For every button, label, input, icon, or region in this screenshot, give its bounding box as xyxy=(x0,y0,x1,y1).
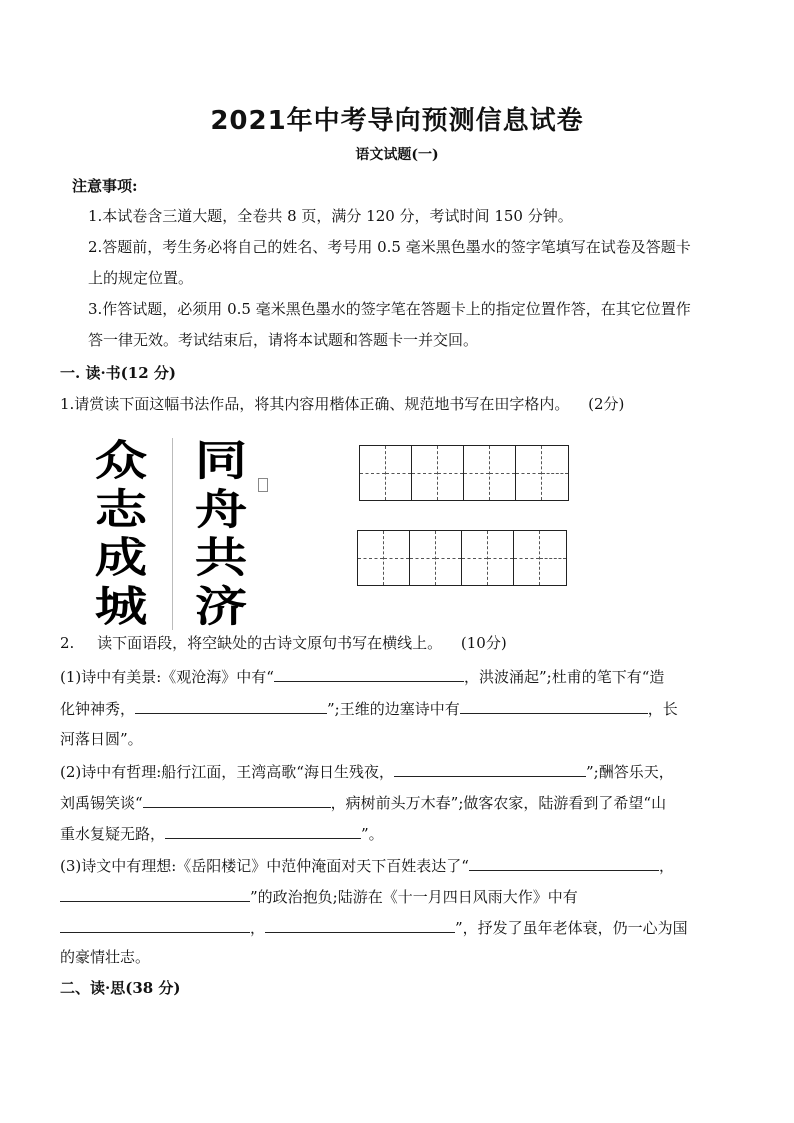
callig-char: 成 xyxy=(94,533,148,583)
question-2-text: 读下面语段，将空缺处的古诗文原句书写在横线上。 xyxy=(97,634,443,652)
page-title: 2021年中考导向预测信息试卷 xyxy=(210,106,584,136)
section1-heading: 一. 读·书(12 分) xyxy=(60,364,176,382)
q2-part1-line1 xyxy=(60,665,664,687)
q2-text: 刘禹锡笑谈“ xyxy=(60,794,143,812)
q2-part3-line2 xyxy=(60,885,578,907)
answer-blank[interactable] xyxy=(460,697,648,714)
q2-text: 重水复疑无路， xyxy=(60,825,166,843)
callig-char: 志 xyxy=(94,484,148,534)
calligraphy-divider xyxy=(172,438,173,630)
question-1 xyxy=(60,394,624,414)
callig-char: 同 xyxy=(194,436,248,485)
answer-blank[interactable] xyxy=(274,665,464,682)
q2-part3-line4: 的豪情壮志。 xyxy=(60,948,151,966)
q2-part1-line3: 河落日圆”。 xyxy=(60,730,143,748)
q2-text: ”。 xyxy=(361,825,384,843)
answer-blank[interactable] xyxy=(265,916,455,933)
question-1-text: 1.请赏读下面这幅书法作品，将其内容用楷体正确、规范地书写在田字格内。 xyxy=(60,395,570,413)
notice-item-1: 1.本试卷含三道大题，全卷共 8 页，满分 120 分，考试时间 150 分钟。 xyxy=(88,207,573,225)
answer-blank[interactable] xyxy=(165,822,361,839)
notice-heading: 注意事项: xyxy=(72,177,138,195)
q2-part2-line3 xyxy=(60,822,384,844)
q2-text: ”的政治抱负;陆游在《十一月四日风雨大作》中有 xyxy=(250,888,578,906)
q2-text: ”;王维的边塞诗中有 xyxy=(327,700,460,718)
q2-text: 化钟神秀， xyxy=(60,700,136,718)
q2-text: ”;酬答乐天， xyxy=(585,763,674,781)
q2-text: ，洪波涌起”;杜甫的笔下有“造 xyxy=(463,668,665,686)
answer-blank[interactable] xyxy=(394,760,586,777)
writing-grid-2[interactable] xyxy=(357,530,567,586)
answer-blank[interactable] xyxy=(469,854,659,871)
callig-char: 舟 xyxy=(194,484,248,534)
q2-part3-line1 xyxy=(60,854,674,876)
q2-part2-line1 xyxy=(60,760,674,782)
notice-item-3a: 3.作答试题，必须用 0.5 毫米黑色墨水的签字笔在答题卡上的指定位置作答，在其它位置作 xyxy=(88,300,691,318)
q2-part1-line2 xyxy=(60,697,678,719)
question-1-score: (2分) xyxy=(588,395,625,413)
q2-text: ， xyxy=(250,919,266,937)
question-2-number: 2. xyxy=(60,634,75,652)
callig-char: 城 xyxy=(94,581,148,631)
q2-text: ，病树前头万木春”;做客农家，陆游看到了希望“山 xyxy=(330,794,667,812)
answer-blank[interactable] xyxy=(60,885,250,902)
q2-text: (1)诗中有美景:《观沧海》中有“ xyxy=(60,668,274,686)
calligraphy-left-column xyxy=(76,438,166,630)
q2-text: ”，抒发了虽年老体衰，仍一心为国 xyxy=(455,919,688,937)
q2-text: ， xyxy=(658,857,674,875)
answer-blank[interactable] xyxy=(60,916,250,933)
question-2 xyxy=(60,633,507,653)
notice-item-2b: 上的规定位置。 xyxy=(88,269,194,287)
answer-blank[interactable] xyxy=(143,791,331,808)
calligraphy-artwork xyxy=(76,438,276,630)
q2-part2-line2 xyxy=(60,791,666,813)
callig-char: 共 xyxy=(194,533,248,583)
q2-text: ，长 xyxy=(647,700,678,718)
callig-char: 济 xyxy=(194,581,248,631)
page-subtitle: 语文试题(一) xyxy=(355,147,439,163)
seal-stamp xyxy=(258,478,268,492)
writing-grid-1[interactable] xyxy=(359,445,569,501)
notice-item-2a: 2.答题前，考生务必将自己的姓名、考号用 0.5 毫米黑色墨水的签字笔填写在试卷及答题卡 xyxy=(88,238,691,256)
answer-blank[interactable] xyxy=(135,697,327,714)
q2-text: (2)诗中有哲理:船行江面，王湾高歌“海日生残夜， xyxy=(60,763,394,781)
callig-char: 众 xyxy=(94,436,148,485)
q2-part3-line3 xyxy=(60,916,688,938)
question-2-score: (10分) xyxy=(460,634,507,652)
section2-heading: 二、读·思(38 分) xyxy=(60,979,181,997)
q2-text: (3)诗文中有理想:《岳阳楼记》中范仲淹面对天下百姓表达了“ xyxy=(60,857,469,875)
calligraphy-right-column xyxy=(176,438,266,630)
notice-item-3b: 答一律无效。考试结束后，请将本试题和答题卡一并交回。 xyxy=(88,331,479,349)
